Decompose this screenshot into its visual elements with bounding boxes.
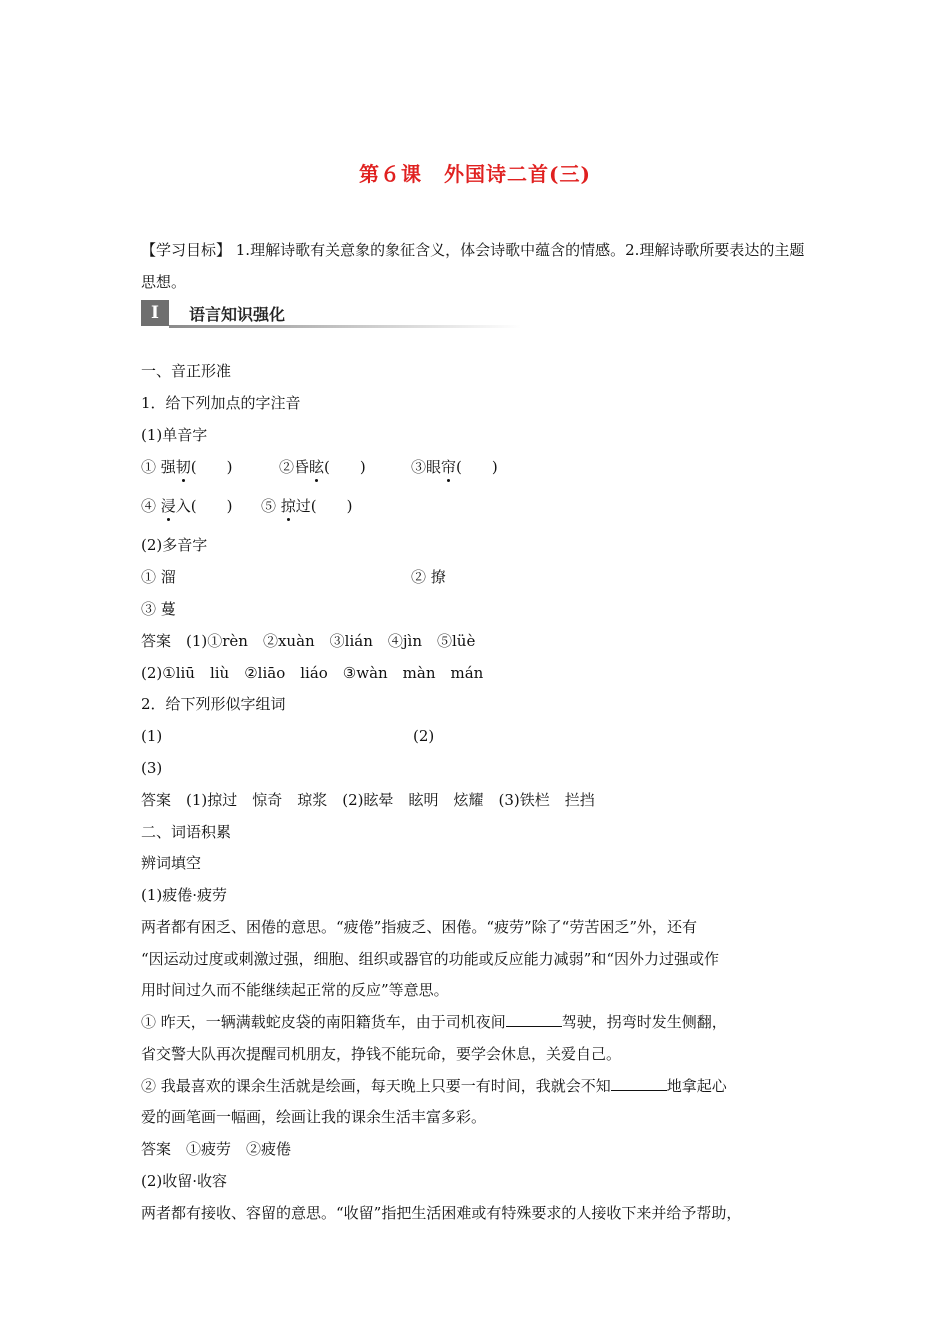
example-2a: ② 我最喜欢的课余生活就是绘画，每天晚上只要一有时间，我就会不知 地拿起心 [141, 1077, 727, 1095]
subquestion-2-1: (1) [141, 727, 163, 745]
lesson-name: 外国诗二首(三) [444, 162, 591, 186]
subquestion-2-2: (2) [413, 727, 435, 745]
subheading-fill: 辨词填空 [141, 854, 202, 872]
dotted-char: 浸 [160, 497, 176, 515]
section-badge: I [141, 300, 169, 326]
fill-blank [611, 1076, 667, 1091]
example-1b: 省交警大队再次提醒司机朋友，挣钱不能玩命，要学会休息，关爱自己。 [141, 1045, 622, 1063]
lesson-title [0, 158, 950, 187]
answer-1b: (2)①liū liù ②liāo liáo ③wàn màn mán [141, 664, 484, 682]
lesson-number: 第６课 [359, 162, 423, 186]
dotted-char: 韧 [175, 458, 191, 476]
question-1: 1．给下列加点的字注音 [141, 394, 301, 412]
multi-char-1: ① 溜 [141, 568, 176, 586]
fill-blank [506, 1012, 562, 1027]
subquestion-multi: (2)多音字 [141, 536, 208, 554]
row-single-5: ⑤ 掠过( ) [261, 497, 353, 515]
answer-2: 答案 (1)掠过 惊奇 琼浆 (2)眩晕 眩明 炫耀 (3)铁栏 拦挡 [141, 791, 595, 809]
dotted-char: 掠 [280, 497, 296, 515]
example-1a: ① 昨天，一辆满载蛇皮袋的南阳籍货车，由于司机夜间 驾驶，拐弯时发生侧翻， [141, 1013, 727, 1031]
row-single-2: ②昏眩( ) [279, 458, 366, 476]
multi-char-2: ② 撩 [411, 568, 446, 586]
row-single-1: ① 强韧( ) [141, 458, 233, 476]
subquestion-2-3: (3) [141, 759, 163, 777]
word-pair-1: (1)疲倦·疲劳 [141, 886, 228, 904]
example-2b: 爱的画笔画一幅画，绘画让我的课余生活丰富多彩。 [141, 1108, 487, 1126]
paragraph-1c: 用时间过久而不能继续起正常的反应”等意思。 [141, 981, 449, 999]
row-single-3: ③眼帘( ) [411, 458, 498, 476]
question-2: 2．给下列形似字组词 [141, 695, 286, 713]
dotted-char: 眩 [309, 458, 325, 476]
section-label: 语言知识强化 [189, 305, 286, 324]
paragraph-1a: 两者都有困乏、困倦的意思。“疲倦”指疲乏、困倦。“疲劳”除了“劳苦困乏”外，还有 [141, 918, 698, 936]
section-header [141, 300, 521, 328]
learning-objective: 【学习目标】 1.理解诗歌有关意象的象征含义，体会诗歌中蕴含的情感。2.理解诗歌所要表达的主题思想。 [141, 241, 805, 291]
row-single-4: ④ 浸入( ) [141, 497, 233, 515]
word-pair-2: (2)收留·收容 [141, 1172, 228, 1190]
subquestion-single: (1)单音字 [141, 426, 208, 444]
section-underline [169, 325, 521, 328]
multi-char-3: ③ 蔓 [141, 600, 176, 618]
heading-pronunciation: 一、音正形准 [141, 362, 232, 380]
heading-vocabulary: 二、词语积累 [141, 823, 232, 841]
dotted-char: 帘 [441, 458, 457, 476]
answer-3: 答案 ①疲劳 ②疲倦 [141, 1140, 292, 1158]
paragraph-1b: “因运动过度或刺激过强，细胞、组织或器官的功能或反应能力减弱”和“因外力过强或作 [141, 950, 720, 968]
answer-1a: 答案 (1)①rèn ②xuàn ③lián ④jìn ⑤lüè [141, 632, 476, 650]
paragraph-2a: 两者都有接收、容留的意思。“收留”指把生活困难或有特殊要求的人接收下来并给予帮助， [141, 1204, 742, 1222]
